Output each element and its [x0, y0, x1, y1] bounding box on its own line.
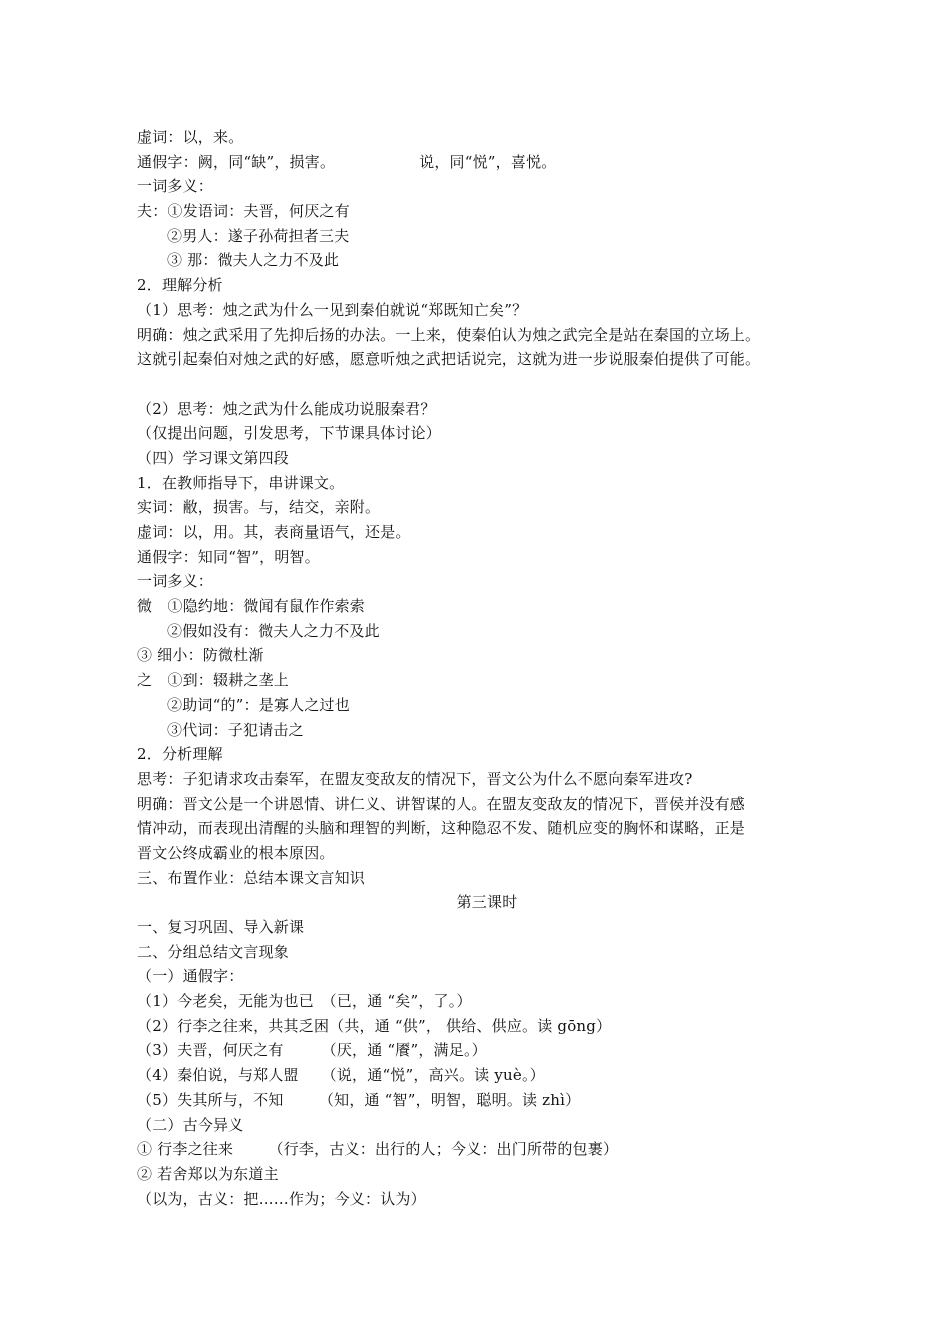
text-line: ②男人：遂子孙荷担者三夫: [167, 226, 350, 245]
section-heading: 三、布置作业：总结本课文言知识: [137, 868, 366, 887]
lesson-title: 第三课时: [456, 893, 518, 912]
text-line: 一词多义：: [137, 177, 214, 196]
text-segment: 通假字：阙，同“缺”，损害。: [137, 152, 336, 171]
section-heading: 2．分析理解: [137, 745, 223, 764]
section-heading: 2．理解分析: [137, 276, 223, 295]
section-heading: 二、分组总结文言现象: [137, 942, 290, 961]
text-line: （4）秦伯说，与郑人盟 （说，通“悦”，高兴。读 yuè。）: [137, 1066, 545, 1085]
document-page: [137, 125, 837, 1211]
text-line: ②助词“的”：是寡人之过也: [167, 695, 350, 714]
text-line: ② 若舍郑以为东道主: [137, 1164, 279, 1183]
text-line: 虚词：以，用。其，表商量语气，还是。: [137, 523, 411, 541]
text-line: 1．在教师指导下，串讲课文。: [137, 473, 345, 492]
text-line: ① 行李之往来 （行李，古义：出行的人；今义：出门所带的包裹）: [137, 1140, 619, 1159]
text-segment: 说，同“悦”，喜悦。: [419, 152, 557, 171]
text-line: 思考：子犯请求攻击秦军，在盟友变敌友的情况下，晋文公为什么不愿向秦军进攻?: [137, 769, 693, 788]
text-line: ③ 那：微夫人之力不及此: [167, 251, 340, 270]
text-line: 通假字：知同“智”，明智。: [137, 547, 320, 566]
text-line: 情冲动，而表现出清醒的头脑和理智的判断，这种隐忍不发、随机应变的胸怀和谋略，正是: [137, 819, 746, 838]
text-line: ③代词：子犯请击之: [167, 720, 304, 739]
text-line: ③ 细小：防微杜渐: [137, 646, 264, 665]
text-line: 之 ①到：辍耕之垄上: [137, 671, 290, 690]
text-line: 明确：晋文公是一个讲恩情、讲仁义、讲智谋的人。在盟友变敌友的情况下，晋侯并没有感: [137, 794, 746, 813]
text-line: [137, 150, 837, 175]
text-line: （5）失其所与，不知 （知，通 “智”，明智，聪明。读 zhì）: [137, 1090, 581, 1109]
section-heading: （二）古今异义: [137, 1115, 244, 1134]
text-line: （1）今老矣，无能为也已 （已，通 “矣”，了。）: [137, 992, 472, 1011]
text-line: （仅提出问题，引发思考，下节课具体讨论）: [137, 424, 442, 443]
text-line: 一词多义：: [137, 572, 214, 591]
text-line: 这就引起秦伯对烛之武的好感，愿意听烛之武把话说完，这就为进一步说服秦伯提供了可能。: [137, 350, 761, 369]
text-line: （3）夫晋，何厌之有 （厌，通 “餍”，满足。）: [137, 1041, 487, 1060]
text-line: （以为，古义：把……作为；今义：认为）: [137, 1189, 426, 1208]
text-line: 虚词：以，来。: [137, 128, 244, 146]
text-line: 明确：烛之武采用了先抑后扬的办法。一上来，使秦伯认为烛之武完全是站在秦国的立场上。: [137, 325, 761, 344]
text-line: 晋文公终成霸业的根本原因。: [137, 843, 335, 862]
section-heading: （四）学习课文第四段: [137, 448, 290, 467]
text-line: 夫：①发语词：夫晋，何厌之有: [137, 202, 350, 221]
text-line: ②假如没有：微夫人之力不及此: [167, 621, 380, 640]
text-line: （1）思考：烛之武为什么一见到秦伯就说“郑既知亡矣”？: [137, 300, 528, 319]
section-heading: 一、复习巩固、导入新课: [137, 918, 305, 936]
text-line: （2）思考：烛之武为什么能成功说服秦君？: [137, 399, 436, 418]
text-line: 微 ①隐约地：微闻有鼠作作索索: [137, 597, 366, 616]
text-line: （2）行李之往来，共其乏困（共，通 “供”， 供给、供应。读 gōng）: [137, 1016, 612, 1035]
text-line: 实词：敝，损害。与，结交，亲附。: [137, 498, 381, 517]
section-heading: （一）通假字：: [137, 967, 244, 986]
